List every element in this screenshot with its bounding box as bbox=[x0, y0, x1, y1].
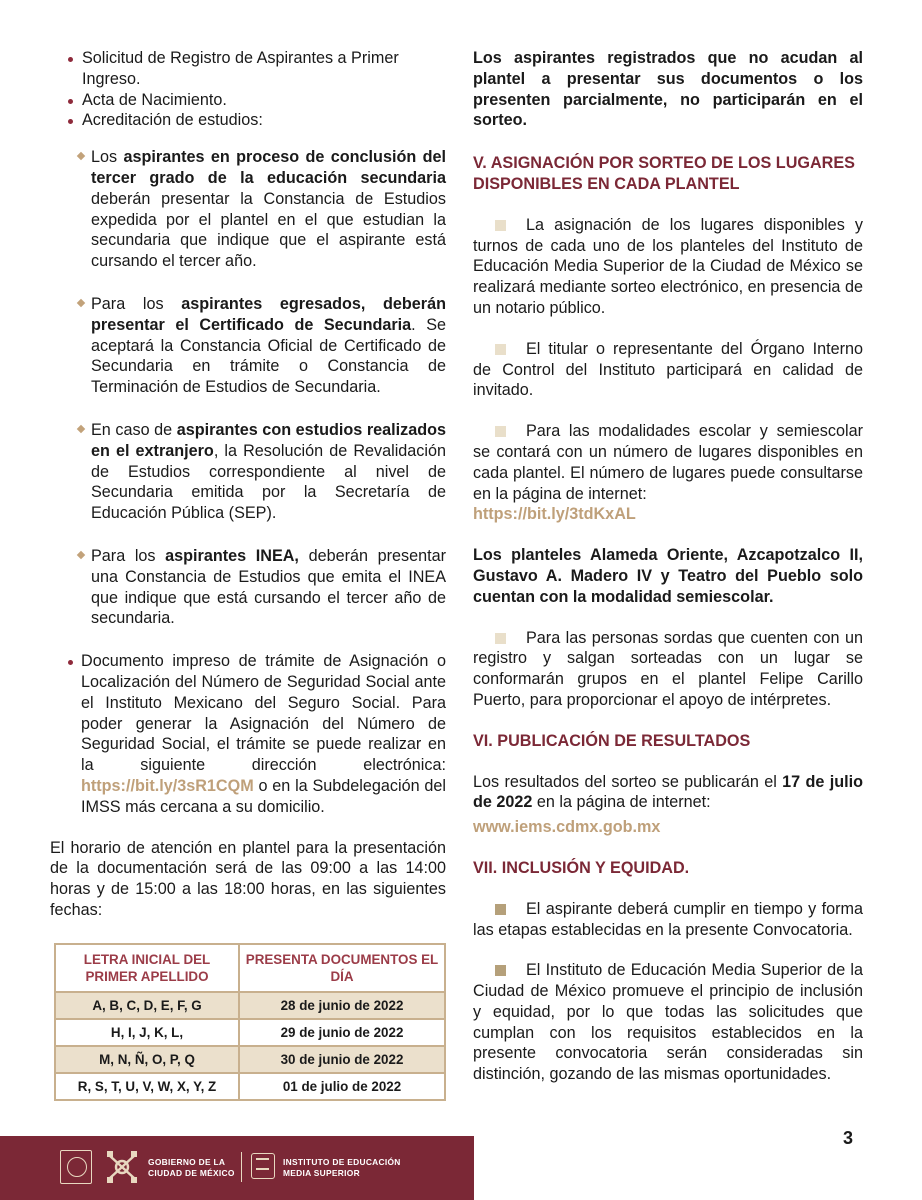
requisitos-list bbox=[64, 48, 446, 131]
table-cell: M, N, Ñ, O, P, Q bbox=[55, 1046, 239, 1073]
text: deberán presentar la Constancia de Estudios expedida por el plantel en el que estudian la secundaria que indique que el aspirante está cursando el tercer año. bbox=[91, 189, 446, 271]
requisito-imss bbox=[68, 651, 446, 817]
diamond-bullet-icon bbox=[77, 299, 85, 307]
text: En caso de bbox=[91, 420, 177, 439]
text: Documento impreso de trámite de Asignación o Localización del Número de Seguridad Social ante el Instituto Mexicano del Seguro Social. Para poder generar la Asignación del Número de Seguridad Social, el trámite se puede realizar en la siguiente dirección electrónica: bbox=[81, 652, 446, 775]
square-bullet-icon bbox=[495, 220, 506, 231]
list-item bbox=[64, 110, 446, 131]
square-bullet-icon bbox=[495, 633, 506, 644]
diamond-bullet-icon bbox=[77, 152, 85, 160]
footer-line: MEDIA SUPERIOR bbox=[283, 1167, 360, 1178]
bullet-icon bbox=[68, 660, 73, 665]
diamond-bullet-icon bbox=[77, 551, 85, 559]
section-vii-title: VII. INCLUSIÓN Y EQUIDAD. bbox=[473, 858, 690, 877]
footer-banner bbox=[0, 1136, 474, 1200]
diamond-bullet-icon bbox=[77, 425, 85, 433]
paragraph bbox=[473, 628, 863, 711]
square-bullet-icon bbox=[495, 344, 506, 355]
list-item bbox=[64, 90, 446, 111]
table-row bbox=[55, 1073, 445, 1100]
bold-text: aspirantes INEA, bbox=[165, 546, 299, 565]
planteles-semiescolar-paragraph: Los planteles Alameda Oriente, Azcapotzalco II, Gustavo A. Madero IV y Teatro del Pueblo solo cuentan con la modalidad semiescolar. bbox=[473, 546, 863, 606]
bullet-icon bbox=[68, 119, 73, 124]
page-number: 3 bbox=[843, 1128, 854, 1148]
text: en la página de internet: bbox=[532, 793, 711, 812]
footer-line: INSTITUTO DE EDUCACIÓN bbox=[283, 1157, 401, 1167]
table-cell: R, S, T, U, V, W, X, Y, Z bbox=[55, 1073, 239, 1100]
requisito-egresados bbox=[78, 294, 446, 398]
text: Para las personas sordas que cuenten con un registro y salgan sorteadas con un lugar se conformarán grupos en el plantel Felipe Carillo Puerto, para proporcionar el apoyo de intérpretes. bbox=[473, 628, 863, 709]
table-row bbox=[55, 1019, 445, 1046]
bold-text: 17 de julio de 2022 bbox=[473, 772, 863, 812]
bullet-icon bbox=[68, 57, 73, 62]
left-column bbox=[50, 48, 446, 1101]
paragraph bbox=[473, 421, 863, 504]
bold-text: aspirantes con estudios realizados en el extranjero bbox=[91, 420, 446, 460]
column-header: LETRA INICIAL DEL PRIMER APELLIDO bbox=[55, 944, 239, 992]
table-cell: H, I, J, K, L, bbox=[55, 1019, 239, 1046]
table-cell: A, B, C, D, E, F, G bbox=[55, 992, 239, 1019]
paragraph bbox=[473, 215, 863, 319]
text: El Instituto de Educación Media Superior de la Ciudad de México promueve el principio de inclusión y equidad, por lo que todas las solicitudes que cumplan con los requisitos establecidos en la presente convocatoria serán consideradas sin distinción, gozando de las mismas oportunidades. bbox=[473, 961, 863, 1084]
table-cell: 30 de junio de 2022 bbox=[239, 1046, 445, 1073]
horario-paragraph: El horario de atención en plantel para la presentación de la documentación será de las 09:00 a las 14:00 horas y de 15:00 a las 18:00 horas, en las siguientes fechas: bbox=[50, 838, 446, 919]
cdmx-logo-icon bbox=[104, 1148, 140, 1186]
column-header: PRESENTA DOCUMENTOS EL DÍA bbox=[239, 944, 445, 992]
resultados-paragraph bbox=[473, 772, 863, 814]
table-row bbox=[55, 1046, 445, 1073]
paragraph bbox=[473, 339, 863, 401]
text: Para los bbox=[91, 294, 182, 313]
table-header-row bbox=[55, 944, 445, 992]
paragraph bbox=[473, 960, 863, 1085]
lugares-link[interactable]: https://bit.ly/3tdKxAL bbox=[473, 505, 636, 524]
list-item-text: Acta de Nacimiento. bbox=[82, 90, 227, 109]
section-v-title: V. ASIGNACIÓN POR SORTEO DE LOS LUGARES DISPONIBLES EN CADA PLANTEL bbox=[473, 154, 855, 193]
text: El titular o representante del Órgano Interno de Control del Instituto participará en calidad de invitado. bbox=[473, 339, 863, 400]
requisito-inea bbox=[78, 546, 446, 629]
bold-text: aspirantes egresados, deberán presentar el Certificado de Secundaria bbox=[91, 294, 446, 334]
text: o en la Subdelegación del IMSS más cercana a su domicilio. bbox=[81, 776, 446, 816]
requisito-secundaria-en-curso bbox=[78, 147, 446, 272]
aviso-paragraph: Los aspirantes registrados que no acudan al plantel a presentar sus documentos o los presenten parcialmente, no participarán en el sorteo. bbox=[473, 49, 863, 130]
iems-logo-icon bbox=[251, 1153, 275, 1179]
paragraph bbox=[473, 899, 863, 941]
fechas-table bbox=[54, 943, 446, 1101]
footer-divider bbox=[241, 1152, 242, 1182]
list-item bbox=[64, 48, 446, 90]
bullet-icon bbox=[68, 99, 73, 104]
text: , la Resolución de Revalidación de Estudios correspondiente al nivel de Secundaria emitida por la Secretaría de Educación Pública (SEP). bbox=[91, 441, 446, 523]
text: Los resultados del sorteo se publicarán el bbox=[473, 772, 783, 791]
list-item-text: Solicitud de Registro de Aspirantes a Primer Ingreso. bbox=[82, 49, 399, 88]
footer-line: CIUDAD DE MÉXICO bbox=[148, 1167, 235, 1178]
table-cell: 28 de junio de 2022 bbox=[239, 992, 445, 1019]
table-cell: 29 de junio de 2022 bbox=[239, 1019, 445, 1046]
text: Los bbox=[91, 148, 124, 167]
text: Para los bbox=[91, 546, 166, 565]
square-bullet-icon bbox=[495, 904, 506, 915]
gobierno-cdmx-text bbox=[148, 1157, 235, 1178]
table-cell: 01 de julio de 2022 bbox=[239, 1073, 445, 1100]
footer-line: GOBIERNO DE LA bbox=[148, 1157, 226, 1167]
square-bullet-icon bbox=[495, 426, 506, 437]
requisito-extranjero bbox=[78, 420, 446, 524]
section-vi-title: VI. PUBLICACIÓN DE RESULTADOS bbox=[473, 731, 751, 750]
iems-link[interactable]: www.iems.cdmx.gob.mx bbox=[473, 818, 661, 837]
table-row bbox=[55, 992, 445, 1019]
square-bullet-icon bbox=[495, 965, 506, 976]
right-column bbox=[473, 48, 863, 1085]
coat-of-arms-icon bbox=[60, 1150, 92, 1184]
bold-text: aspirantes en proceso de conclusión del tercer grado de la educación secundaria bbox=[91, 148, 446, 187]
text: La asignación de los lugares disponibles y turnos de cada uno de los planteles del Instituto de Educación Media Superior de la Ciudad de México se realizará mediante sorteo electrónico, en presencia de un notario público. bbox=[473, 215, 863, 317]
imss-link[interactable]: https://bit.ly/3sR1CQM bbox=[81, 776, 254, 795]
text: El aspirante deberá cumplir en tiempo y forma las etapas establecidas en la presente Convocatoria. bbox=[473, 899, 863, 939]
text: deberán presentar una Constancia de Estudios que emita el INEA que indique que está cursando el tercer año de secundaria. bbox=[91, 546, 446, 628]
text: Para las modalidades escolar y semiescolar se contará con un número de lugares disponibles en cada plantel. El número de lugares puede consultarse en la página de internet: bbox=[473, 422, 863, 503]
iems-text bbox=[283, 1157, 401, 1178]
list-item-text: Acreditación de estudios: bbox=[82, 111, 263, 130]
text: . Se aceptará la Constancia Oficial de Certificado de Secundaria en trámite o Constancia de Terminación de Estudios de Secundaria. bbox=[91, 315, 446, 397]
